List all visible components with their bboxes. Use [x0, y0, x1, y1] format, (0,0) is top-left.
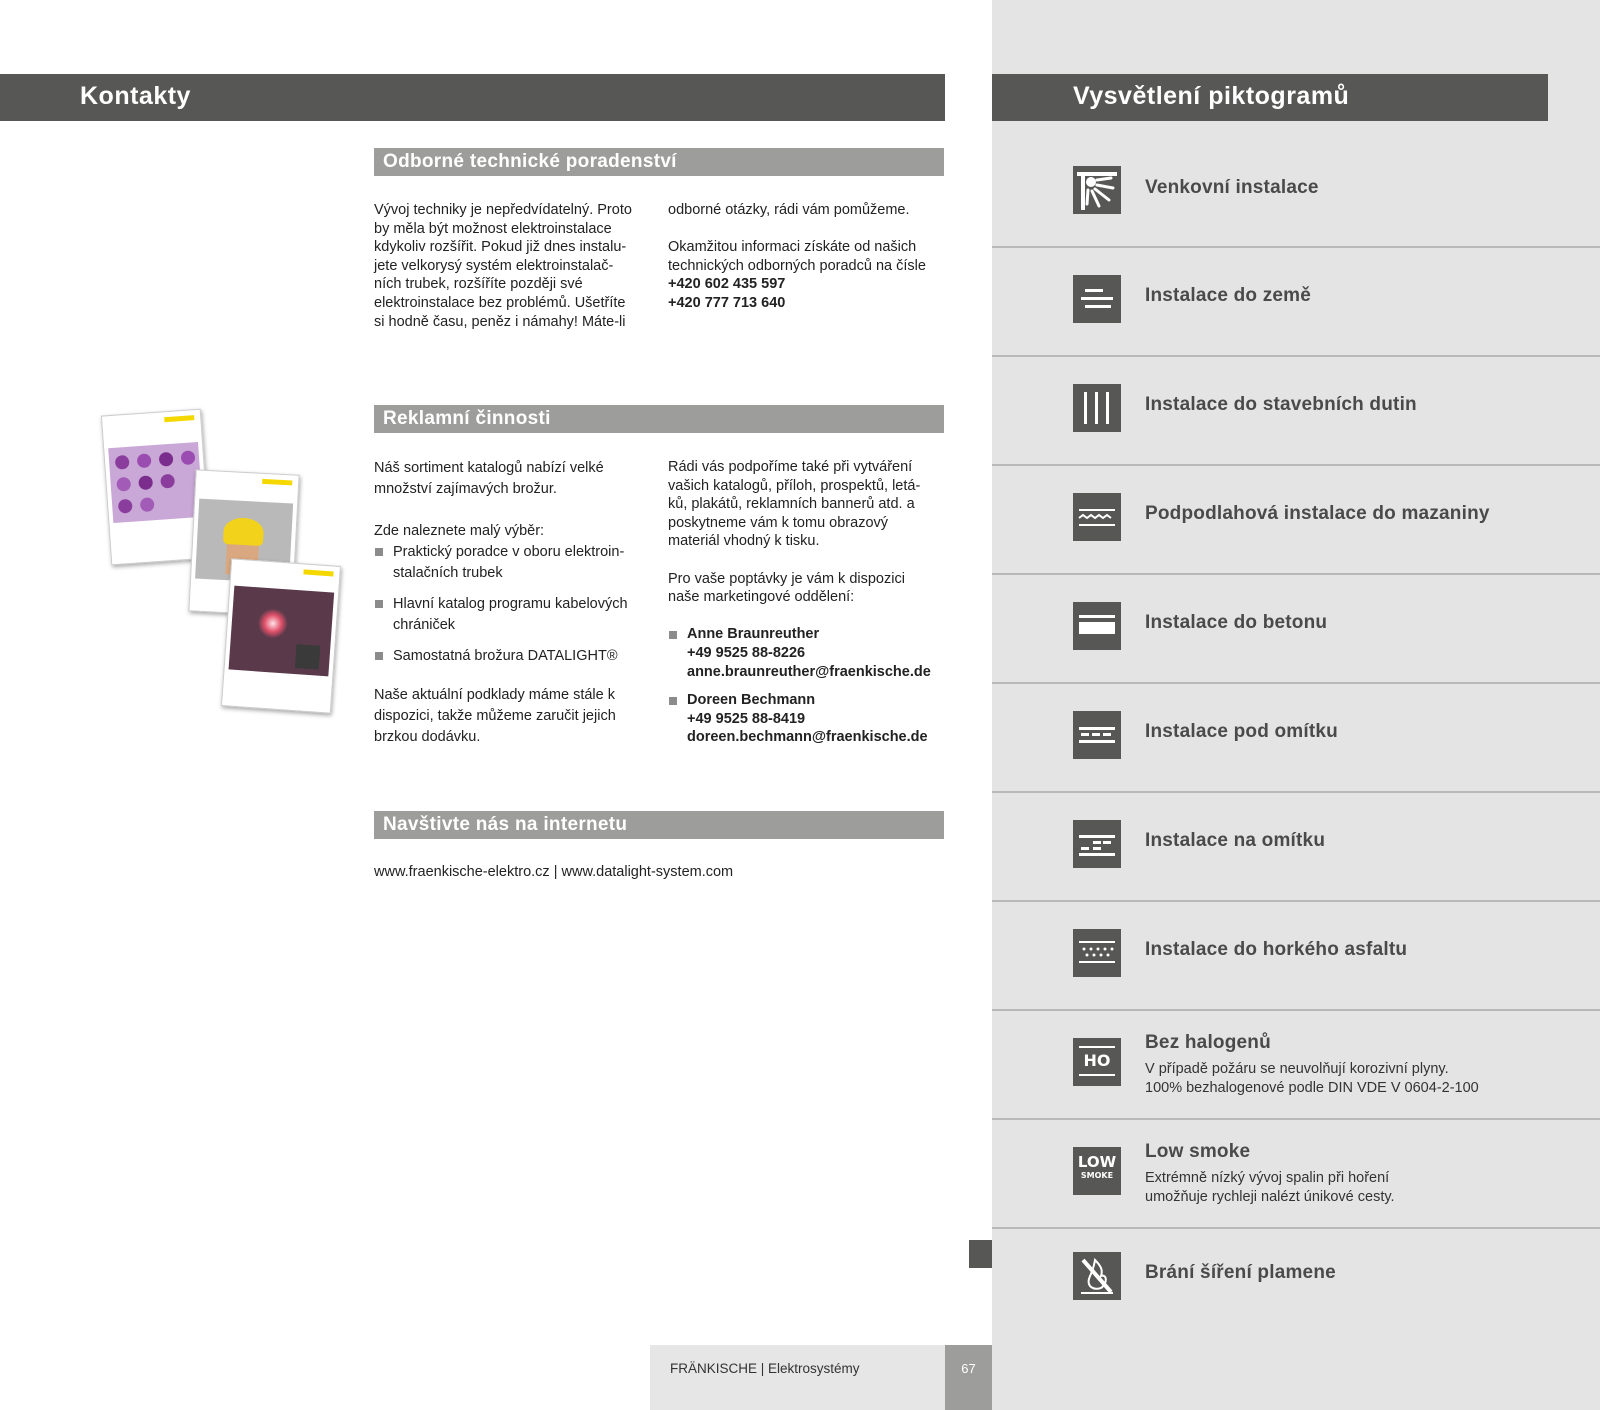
pictogram-description [1145, 1169, 1395, 1206]
pictogram-label: Instalace na omítku [1145, 830, 1326, 851]
pictogram-row [992, 576, 1600, 684]
pictogram-row [992, 685, 1600, 793]
advice-line: jete velkorysý systém elektroinstalač- [374, 257, 614, 274]
ads-intro: Náš sortiment katalogů nabízí velké [374, 460, 604, 476]
advice-phone-2[interactable]: +420 777 713 640 [668, 294, 786, 311]
contact-email-link[interactable]: doreen.bechmann@fraenkische.de [687, 729, 928, 746]
ads-line: ků, plakátů, reklamních bannerů atd. a [668, 496, 915, 513]
pictogram-row [992, 1012, 1600, 1120]
footer-box [650, 1345, 945, 1410]
brochure-list [374, 542, 664, 667]
list-item [374, 542, 664, 584]
row-divider [992, 464, 1600, 466]
surface-plaster-installation-icon [1073, 820, 1121, 868]
ads-section-bar [374, 405, 944, 433]
pictogram-label: Instalace do horkého asfaltu [1145, 939, 1408, 960]
item-line: Hlavní katalog programu kabelových [393, 596, 628, 612]
cavity-wall-installation-icon [1073, 384, 1121, 432]
flame-retardant-icon [1073, 1252, 1121, 1300]
ads-col1 [374, 458, 664, 748]
contact-entry [668, 691, 958, 747]
pictogram-label: Brání šíření plamene [1145, 1262, 1336, 1283]
ads-line: Rádi vás podpoříme také při vytváření [668, 459, 913, 475]
concrete-installation-icon [1073, 602, 1121, 650]
contact-name: Anne Braunreuther [687, 626, 820, 643]
screed-installation-icon [1073, 493, 1121, 541]
outdoor-installation-icon [1073, 166, 1121, 214]
contact-entry [668, 625, 958, 681]
ads-intro: množství zajímavých brožur. [374, 481, 557, 497]
row-divider [992, 682, 1600, 684]
advice-line: elektroinstalace bez problémů. Ušetříte [374, 294, 626, 311]
pictogram-row [992, 467, 1600, 575]
pictogram-row [992, 1230, 1600, 1338]
ads-line: poskytneme vám k tomu obrazový [668, 514, 889, 531]
item-line: Samostatná brožura DATALIGHT® [393, 648, 618, 664]
advice-info-line: Okamžitou informaci získáte od našich [668, 239, 917, 256]
contact-name: Doreen Bechmann [687, 692, 816, 709]
row-divider [992, 1118, 1600, 1120]
pictogram-row [992, 358, 1600, 466]
row-divider [992, 900, 1600, 902]
contact-phone[interactable]: +49 9525 88-8226 [687, 644, 806, 661]
advice-intro: odborné otázky, rádi vám pomůžeme. [668, 202, 910, 218]
ads-line: materiál vhodný k tisku. [668, 533, 820, 550]
contact-phone[interactable]: +49 9525 88-8419 [687, 710, 806, 727]
pictogram-label: Instalace do země [1145, 285, 1312, 306]
row-divider [992, 1227, 1600, 1229]
list-item [374, 646, 664, 667]
ads-title: Reklamní činnosti [383, 408, 551, 429]
pictogram-row [992, 249, 1600, 357]
pictogram-row [992, 903, 1600, 1011]
pictogram-description [1145, 1060, 1479, 1097]
pictogram-label: Bez halogenů [1145, 1032, 1271, 1053]
ads-line: vašich katalogů, příloh, prospektů, letá- [668, 477, 921, 494]
pictogram-title: Vysvětlení piktogramů [1073, 82, 1350, 110]
icon-label: SMOKE [1080, 1171, 1114, 1180]
page-tab-marker [969, 1240, 992, 1268]
page-number: 67 [961, 1361, 976, 1376]
footer-text: FRÄNKISCHE | Elektrosystémy [670, 1361, 860, 1376]
description-line: 100% bezhalogenové podle DIN VDE V 0604-2-100 [1145, 1079, 1479, 1096]
item-line: chrániček [393, 617, 456, 633]
item-line: stalačních trubek [393, 565, 503, 581]
list-item [374, 594, 664, 636]
advice-col1 [374, 201, 664, 331]
pictogram-label: Instalace pod omítku [1145, 721, 1338, 742]
description-line: V případě požáru se neuvolňují korozivní plyny. [1145, 1061, 1449, 1077]
pictogram-label: Instalace do stavebních dutin [1145, 394, 1417, 415]
advice-line: Vývoj techniky je nepředvídatelný. Proto [374, 202, 632, 218]
ads-inquiry: naše marketingové oddělení: [668, 589, 855, 606]
ads-inquiry: Pro vaše poptávky je vám k dispozici [668, 570, 905, 587]
pictogram-row [992, 140, 1600, 248]
contacts-title: Kontakty [80, 82, 191, 110]
row-divider [992, 355, 1600, 357]
pictogram-label: Venkovní instalace [1145, 177, 1319, 198]
contacts-header [0, 74, 945, 121]
advice-line: kdykoliv rozšířit. Pokud již dnes instalu- [374, 239, 627, 256]
ads-outro: Naše aktuální podklady máme stále k [374, 687, 615, 703]
icon-label: LOW [1077, 1153, 1117, 1171]
web-section-bar [374, 811, 944, 839]
brochure-datalight-image [221, 558, 341, 713]
row-divider [992, 791, 1600, 793]
flush-plaster-installation-icon [1073, 711, 1121, 759]
halogen-free-icon [1073, 1038, 1121, 1086]
advice-line: by měla být možnost elektroinstalace [374, 220, 612, 237]
advice-line: si hodně času, peněz i námahy! Máte-li [374, 313, 626, 330]
contact-email-link[interactable]: anne.braunreuther@fraenkische.de [687, 663, 931, 680]
pictogram-header [992, 74, 1548, 121]
low-smoke-icon [1073, 1147, 1121, 1195]
hot-asphalt-installation-icon [1073, 929, 1121, 977]
advice-section-bar [374, 148, 944, 176]
ads-outro: brzkou dodávku. [374, 729, 481, 745]
advice-info-line: technických odborných poradců na čísle [668, 257, 926, 274]
web-title: Navštivte nás na internetu [383, 814, 628, 835]
advice-title: Odborné technické poradenství [383, 151, 677, 172]
page-number-box [945, 1345, 992, 1410]
row-divider [992, 1009, 1600, 1011]
advice-line: ních trubek, rozšíříte později své [374, 276, 583, 293]
pictogram-row [992, 1121, 1600, 1229]
row-divider [992, 246, 1600, 248]
description-line: umožňuje rychleji nalézt únikové cesty. [1145, 1188, 1395, 1205]
icon-label: HO [1083, 1051, 1111, 1070]
ads-selection-heading: Zde naleznete malý výběr: [374, 523, 545, 539]
marketing-contacts [668, 625, 958, 747]
description-line: Extrémně nízký vývoj spalin při hoření [1145, 1170, 1390, 1186]
ads-col2 [668, 458, 958, 757]
pictogram-label: Podpodlahová instalace do mazaniny [1145, 503, 1490, 524]
advice-col2 [668, 201, 958, 313]
row-divider [992, 573, 1600, 575]
ads-outro: dispozici, takže můžeme zaručit jejich [374, 708, 616, 724]
item-line: Praktický poradce v oboru elektroin- [393, 544, 625, 560]
pictogram-label: Instalace do betonu [1145, 612, 1328, 633]
ground-installation-icon [1073, 275, 1121, 323]
pictogram-label: Low smoke [1145, 1141, 1251, 1162]
advice-phone-1[interactable]: +420 602 435 597 [668, 276, 786, 293]
web-links[interactable]: www.fraenkische-elektro.cz | www.datalight-system.com [374, 864, 734, 880]
pictogram-row [992, 794, 1600, 902]
